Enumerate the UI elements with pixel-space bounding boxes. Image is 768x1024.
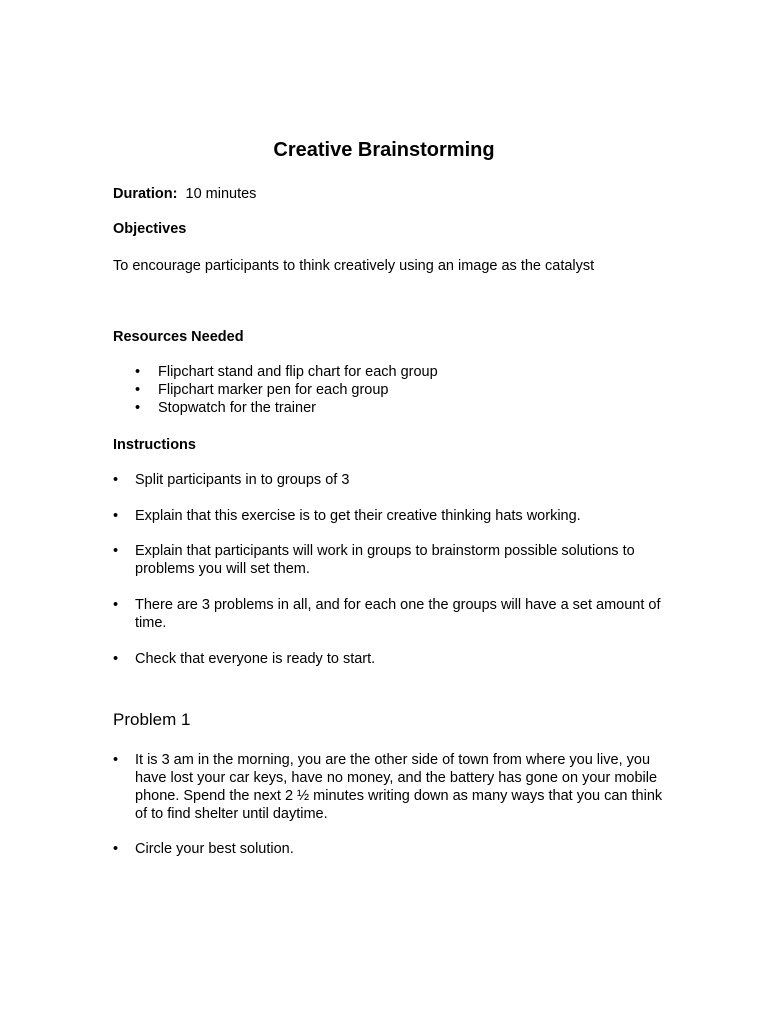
bullet-icon: • (113, 841, 119, 857)
duration-value: 10 minutes (185, 186, 257, 202)
bullet-icon: • (135, 382, 141, 398)
bullet-icon: • (113, 472, 119, 488)
instruction-text: Check that everyone is ready to start. (135, 651, 376, 667)
resource-text: Flipchart marker pen for each group (158, 382, 389, 398)
list-item (113, 471, 673, 489)
list-item (113, 542, 673, 578)
bullet-icon: • (113, 752, 119, 768)
bullet-icon: • (113, 597, 119, 613)
objectives-heading: Objectives (113, 221, 187, 237)
list-item (135, 399, 438, 417)
instruction-text: Split participants in to groups of 3 (135, 472, 350, 488)
document-title: Creative Brainstorming (273, 139, 495, 161)
bullet-icon: • (113, 651, 119, 667)
problem-text: It is 3 am in the morning, you are the other side of town from where you live, you have lost your car keys, have no money, and the battery has gone on your mobile phone. Spend the next 2 ½ minutes writing down as many ways that you can think of to find shelter until daytime. (135, 752, 663, 822)
list-item (113, 507, 673, 525)
instruction-text: There are 3 problems in all, and for each one the groups will have a set amount of time. (135, 597, 661, 631)
resources-heading: Resources Needed (113, 329, 244, 345)
duration-line (113, 185, 256, 203)
duration-label: Duration: (113, 186, 178, 202)
resource-text: Flipchart stand and flip chart for each group (158, 364, 438, 380)
resources-list (135, 363, 438, 417)
problem1-heading: Problem 1 (113, 710, 191, 729)
list-item (113, 650, 673, 668)
list-item (135, 363, 438, 381)
list-item (113, 596, 673, 632)
list-item (135, 381, 438, 399)
resource-text: Stopwatch for the trainer (158, 400, 316, 416)
list-item (113, 751, 673, 823)
bullet-icon: • (135, 364, 141, 380)
instruction-text: Explain that this exercise is to get their creative thinking hats working. (135, 508, 581, 524)
bullet-icon: • (113, 508, 119, 524)
list-item (113, 840, 673, 858)
instruction-text: Explain that participants will work in groups to brainstorm possible solutions to problems you will set them. (135, 543, 635, 577)
bullet-icon: • (113, 543, 119, 559)
objectives-text: To encourage participants to think creatively using an image as the catalyst (113, 258, 595, 274)
instructions-heading: Instructions (113, 437, 196, 453)
problem-text: Circle your best solution. (135, 841, 294, 857)
bullet-icon: • (135, 400, 141, 416)
